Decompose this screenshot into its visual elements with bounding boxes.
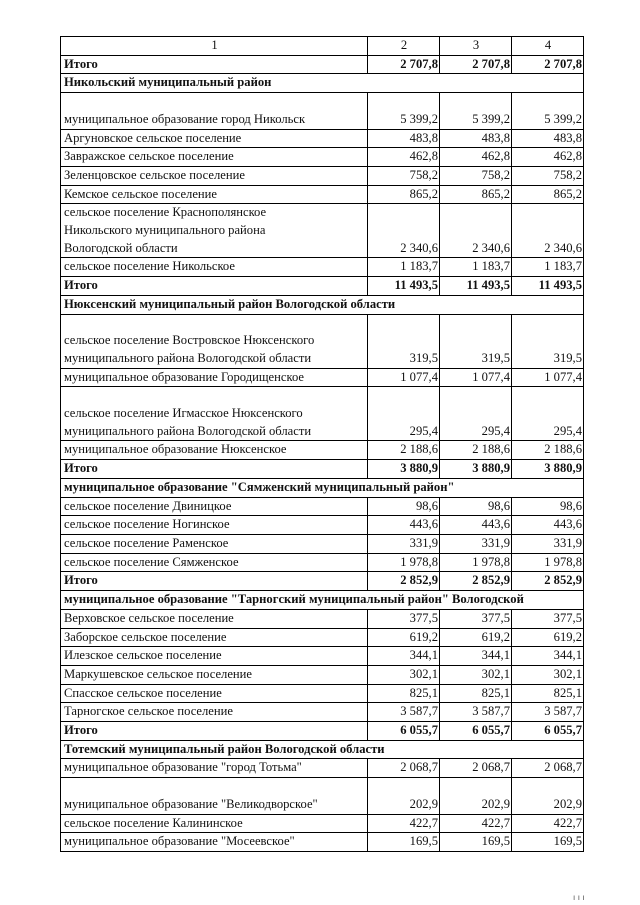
entity-name-line: сельское поселение Калининское	[64, 815, 243, 830]
document-page	[60, 36, 583, 852]
entity-name	[61, 759, 368, 778]
entity-name-line: муниципальное образование "Мосеевское"	[64, 834, 295, 849]
value-col-4: 2 852,9	[512, 572, 584, 591]
value-col-3: 1 183,7	[440, 258, 512, 277]
value-col-2: 422,7	[368, 814, 440, 833]
value-col-3: 2 852,9	[440, 572, 512, 591]
entity-name	[61, 609, 368, 628]
entity-name-line: Верховское сельское поселение	[64, 610, 234, 625]
value-col-4: 619,2	[512, 628, 584, 647]
value-col-2: 11 493,5	[368, 277, 440, 296]
entity-name	[61, 93, 368, 129]
entity-name	[61, 778, 368, 814]
entity-name-line: Итого	[64, 723, 98, 738]
value-col-4: 5 399,2	[512, 93, 584, 129]
entity-name-line	[64, 387, 365, 405]
value-col-2: 3 880,9	[368, 460, 440, 479]
section-header-row	[61, 74, 584, 93]
value-col-3: 865,2	[440, 185, 512, 204]
value-col-2: 295,4	[368, 387, 440, 441]
total-label	[61, 55, 368, 74]
value-col-2: 825,1	[368, 684, 440, 703]
table-row	[61, 441, 584, 460]
table-row	[61, 204, 584, 258]
entity-name-line: Вологодской области	[64, 240, 178, 255]
entity-name	[61, 258, 368, 277]
entity-name-line: Спасское сельское поселение	[64, 685, 222, 700]
entity-name	[61, 185, 368, 204]
value-col-2: 169,5	[368, 833, 440, 852]
section-header-row	[61, 295, 584, 314]
value-col-3: 202,9	[440, 778, 512, 814]
table-row	[61, 609, 584, 628]
section-title: Тотемский муниципальный район Вологодской области	[61, 740, 584, 759]
total-row	[61, 722, 584, 741]
value-col-3: 758,2	[440, 166, 512, 185]
value-col-4: 344,1	[512, 647, 584, 666]
entity-name-line: Тарногское сельское поселение	[64, 704, 233, 719]
entity-name	[61, 703, 368, 722]
entity-name	[61, 166, 368, 185]
value-col-2: 619,2	[368, 628, 440, 647]
value-col-4: 758,2	[512, 166, 584, 185]
column-number-3: 3	[440, 37, 512, 56]
table-row	[61, 368, 584, 387]
value-col-4: 422,7	[512, 814, 584, 833]
value-col-3: 3 587,7	[440, 703, 512, 722]
entity-name	[61, 665, 368, 684]
value-col-4: 462,8	[512, 148, 584, 167]
table-row	[61, 647, 584, 666]
value-col-4: 11 493,5	[512, 277, 584, 296]
total-label	[61, 722, 368, 741]
value-col-4: 3 880,9	[512, 460, 584, 479]
entity-name-line: муниципальное образование город Никольск	[64, 111, 306, 126]
entity-name	[61, 833, 368, 852]
value-col-4: 1 183,7	[512, 258, 584, 277]
total-label	[61, 277, 368, 296]
column-number-1: 1	[61, 37, 368, 56]
entity-name-line: муниципального района Вологодской области	[64, 423, 312, 438]
value-col-2: 2 188,6	[368, 441, 440, 460]
table-row	[61, 778, 584, 814]
value-col-2: 483,8	[368, 129, 440, 148]
entity-name-line: муниципальное образование Городищенское	[64, 369, 304, 384]
entity-name-line: сельское поселение Двиницкое	[64, 498, 232, 513]
entity-name-line: Заборское сельское поселение	[64, 629, 227, 644]
section-title: Никольский муниципальный район	[61, 74, 584, 93]
value-col-3: 295,4	[440, 387, 512, 441]
value-col-4: 483,8	[512, 129, 584, 148]
entity-name-line: Маркушевское сельское поселение	[64, 666, 252, 681]
entity-name-line: Аргуновское сельское поселение	[64, 130, 242, 145]
section-header-row	[61, 591, 584, 610]
value-col-3: 169,5	[440, 833, 512, 852]
section-header-row	[61, 478, 584, 497]
table-row	[61, 833, 584, 852]
budget-table	[60, 36, 584, 852]
value-col-2: 2 340,6	[368, 204, 440, 258]
value-col-3: 483,8	[440, 129, 512, 148]
value-col-2: 443,6	[368, 516, 440, 535]
entity-name-line: сельское поселение Сямженское	[64, 554, 239, 569]
entity-name-line: Кемское сельское поселение	[64, 186, 217, 201]
value-col-2: 344,1	[368, 647, 440, 666]
entity-name-line: сельское поселение Ногинское	[64, 517, 230, 532]
entity-name	[61, 553, 368, 572]
value-col-4: 295,4	[512, 387, 584, 441]
entity-name-line: Итого	[64, 56, 98, 71]
value-col-3: 443,6	[440, 516, 512, 535]
value-col-2: 202,9	[368, 778, 440, 814]
table-row	[61, 534, 584, 553]
value-col-4: 302,1	[512, 665, 584, 684]
entity-name-line: Завражское сельское поселение	[64, 149, 234, 164]
section-title: муниципальное образование "Тарногский муниципальный район" Вологодской	[61, 591, 584, 610]
value-col-3: 2 340,6	[440, 204, 512, 258]
value-col-4: 98,6	[512, 497, 584, 516]
value-col-4: 169,5	[512, 833, 584, 852]
value-col-2: 1 978,8	[368, 553, 440, 572]
value-col-4: 6 055,7	[512, 722, 584, 741]
entity-name	[61, 129, 368, 148]
total-row	[61, 572, 584, 591]
column-number-2: 2	[368, 37, 440, 56]
table-row	[61, 185, 584, 204]
entity-name	[61, 204, 368, 258]
entity-name-line: сельское поселение Игмасское Нюксенского	[64, 406, 303, 421]
value-col-3: 1 978,8	[440, 553, 512, 572]
entity-name-line: Итого	[64, 573, 98, 588]
entity-name-line: муниципальное образование Нюксенское	[64, 442, 287, 457]
table-row	[61, 129, 584, 148]
value-col-4: 825,1	[512, 684, 584, 703]
entity-name	[61, 148, 368, 167]
table-row	[61, 516, 584, 535]
value-col-4: 2 188,6	[512, 441, 584, 460]
entity-name	[61, 628, 368, 647]
table-row	[61, 628, 584, 647]
table-row	[61, 497, 584, 516]
entity-name-line: муниципальное образование "Великодворское"	[64, 796, 318, 811]
value-col-4: 319,5	[512, 314, 584, 368]
value-col-2: 98,6	[368, 497, 440, 516]
value-col-2: 6 055,7	[368, 722, 440, 741]
value-col-3: 98,6	[440, 497, 512, 516]
entity-name-line: Итого	[64, 461, 98, 476]
value-col-3: 5 399,2	[440, 93, 512, 129]
entity-name	[61, 647, 368, 666]
table-row	[61, 148, 584, 167]
value-col-4: 202,9	[512, 778, 584, 814]
value-col-3: 619,2	[440, 628, 512, 647]
value-col-3: 2 068,7	[440, 759, 512, 778]
column-number-4: 4	[512, 37, 584, 56]
value-col-4: 865,2	[512, 185, 584, 204]
value-col-3: 319,5	[440, 314, 512, 368]
entity-name-line: Итого	[64, 278, 98, 293]
value-col-3: 344,1	[440, 647, 512, 666]
section-title: Нюксенский муниципальный район Вологодской области	[61, 295, 584, 314]
entity-name-line: сельское поселение Раменское	[64, 535, 229, 550]
value-col-2: 331,9	[368, 534, 440, 553]
value-col-2: 462,8	[368, 148, 440, 167]
table-row	[61, 759, 584, 778]
entity-name	[61, 387, 368, 441]
value-col-3: 11 493,5	[440, 277, 512, 296]
value-col-3: 6 055,7	[440, 722, 512, 741]
value-col-2: 2 707,8	[368, 55, 440, 74]
table-row	[61, 387, 584, 441]
value-col-2: 758,2	[368, 166, 440, 185]
total-row	[61, 277, 584, 296]
value-col-3: 377,5	[440, 609, 512, 628]
section-header-row	[61, 740, 584, 759]
value-col-2: 2 852,9	[368, 572, 440, 591]
value-col-3: 302,1	[440, 665, 512, 684]
table-row	[61, 553, 584, 572]
entity-name-line: Никольского муниципального района	[64, 223, 266, 238]
table-row	[61, 703, 584, 722]
total-label	[61, 572, 368, 591]
total-row	[61, 55, 584, 74]
value-col-3: 3 880,9	[440, 460, 512, 479]
value-col-2: 319,5	[368, 314, 440, 368]
entity-name	[61, 368, 368, 387]
value-col-4: 2 068,7	[512, 759, 584, 778]
value-col-3: 331,9	[440, 534, 512, 553]
table-row	[61, 166, 584, 185]
value-col-4: 377,5	[512, 609, 584, 628]
entity-name	[61, 441, 368, 460]
entity-name-line	[64, 93, 365, 111]
table-row	[61, 814, 584, 833]
entity-name-line	[64, 315, 365, 333]
value-col-2: 302,1	[368, 665, 440, 684]
value-col-2: 1 077,4	[368, 368, 440, 387]
value-col-4: 2 707,8	[512, 55, 584, 74]
table-row	[61, 258, 584, 277]
total-row	[61, 460, 584, 479]
entity-name	[61, 516, 368, 535]
value-col-4: 3 587,7	[512, 703, 584, 722]
table-row	[61, 665, 584, 684]
value-col-2: 3 587,7	[368, 703, 440, 722]
entity-name	[61, 314, 368, 368]
entity-name-line: муниципальное образование "город Тотьма"	[64, 760, 302, 775]
section-title: муниципальное образование "Сямженский муниципальный район"	[61, 478, 584, 497]
value-col-3: 422,7	[440, 814, 512, 833]
entity-name-line: сельское поселение Никольское	[64, 259, 235, 274]
value-col-4: 1 077,4	[512, 368, 584, 387]
value-col-3: 462,8	[440, 148, 512, 167]
table-row	[61, 684, 584, 703]
value-col-4: 331,9	[512, 534, 584, 553]
entity-name	[61, 814, 368, 833]
value-col-3: 1 077,4	[440, 368, 512, 387]
value-col-2: 2 068,7	[368, 759, 440, 778]
value-col-3: 2 707,8	[440, 55, 512, 74]
value-col-3: 825,1	[440, 684, 512, 703]
value-col-4: 1 978,8	[512, 553, 584, 572]
value-col-4: 2 340,6	[512, 204, 584, 258]
value-col-3: 2 188,6	[440, 441, 512, 460]
table-row	[61, 93, 584, 129]
value-col-2: 5 399,2	[368, 93, 440, 129]
total-label	[61, 460, 368, 479]
entity-name-line: Зеленцовское сельское поселение	[64, 167, 245, 182]
entity-name-line: муниципального района Вологодской области	[64, 350, 312, 365]
entity-name-line: сельское поселение Востровское Нюксенского	[64, 333, 315, 348]
entity-name-line	[64, 778, 365, 796]
value-col-2: 1 183,7	[368, 258, 440, 277]
table-row	[61, 314, 584, 368]
entity-name	[61, 497, 368, 516]
value-col-4: 443,6	[512, 516, 584, 535]
entity-name-line: Илезское сельское поселение	[64, 648, 222, 663]
value-col-2: 865,2	[368, 185, 440, 204]
value-col-2: 377,5	[368, 609, 440, 628]
entity-name-line: сельское поселение Краснополянское	[64, 205, 267, 220]
entity-name	[61, 684, 368, 703]
entity-name	[61, 534, 368, 553]
column-number-header-row	[61, 37, 584, 56]
page-mark: ı ı ı	[573, 893, 585, 902]
